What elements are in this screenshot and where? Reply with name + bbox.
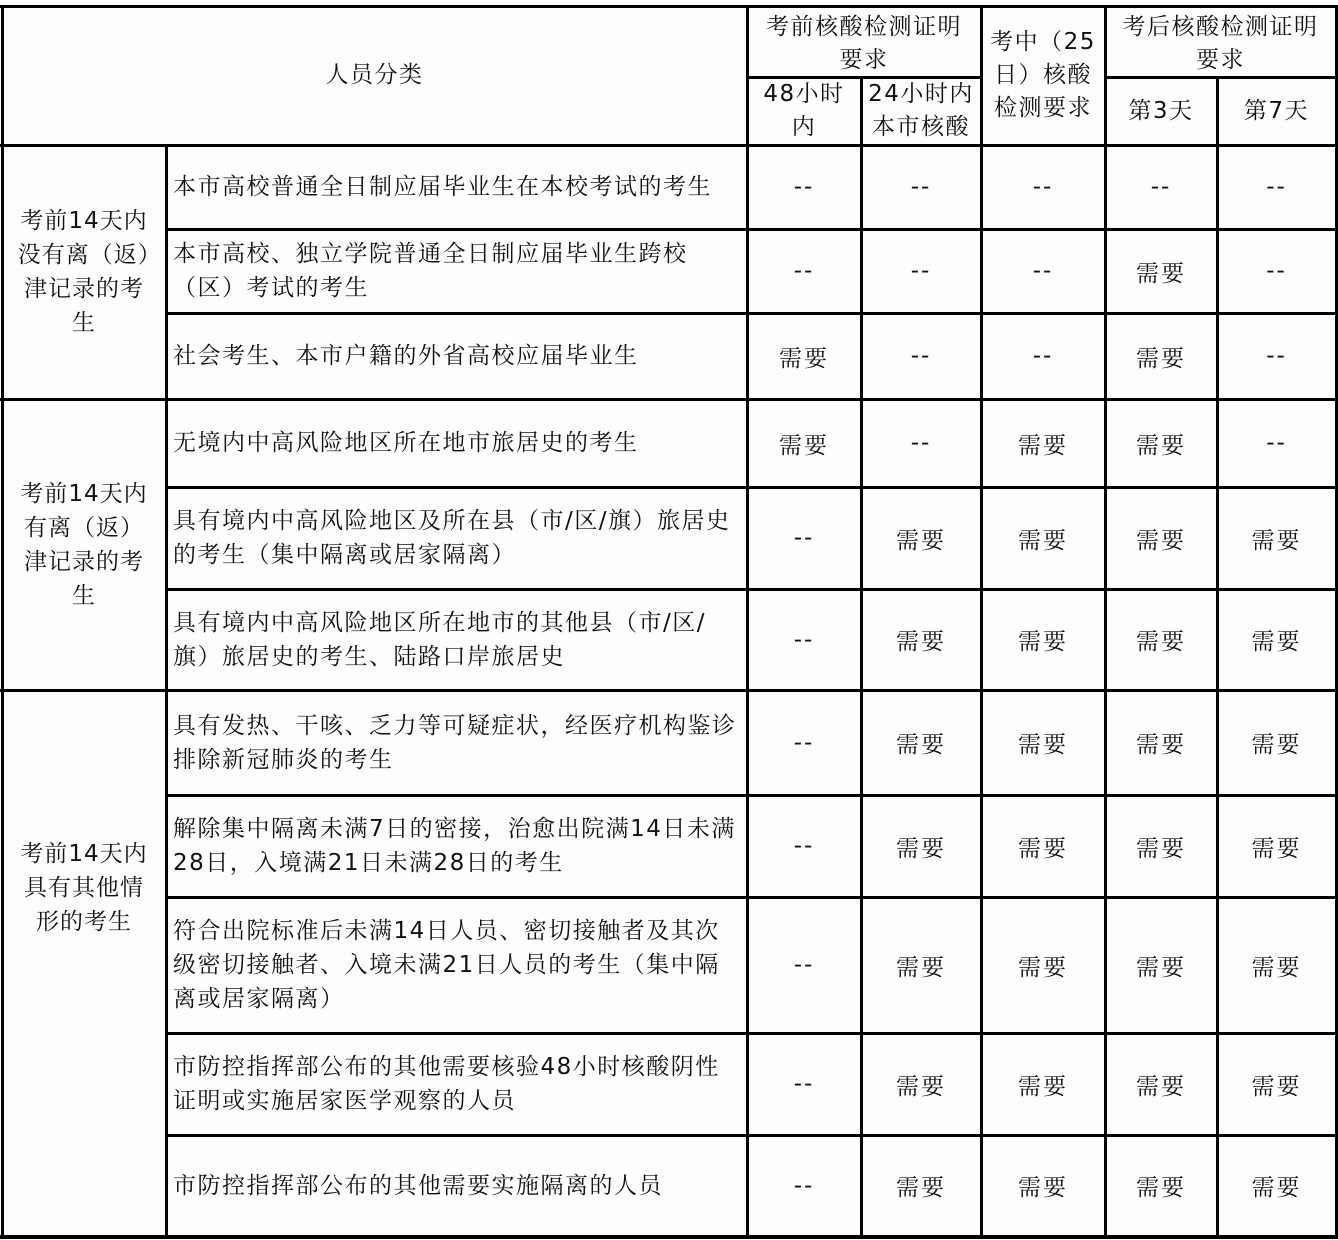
cell-during [981,795,1105,897]
header-during-exam [981,6,1105,145]
cell-value: -- [1266,174,1287,200]
group-cell [2,145,166,399]
group-label: 考前14天内具有其他情形的考生 [20,841,148,935]
cell-value: 需要 [1018,732,1068,758]
column-divider [980,5,983,1239]
row-description: 市防控指挥部公布的其他需要实施隔离的人员 [173,1172,663,1199]
cell-value: 需要 [1136,835,1186,862]
header-pre-48h-label: 48小时内 [763,81,845,140]
group-cell [2,399,166,690]
cell-value: -- [1266,343,1287,369]
cell-value: 需要 [1251,954,1302,981]
header-category [2,6,747,145]
header-post-day3-label: 第3天 [1128,97,1194,124]
cell-day3 [1105,589,1217,690]
cell-value: -- [793,1071,815,1097]
cell-during [981,690,1105,795]
cell-day7 [1217,313,1336,399]
cell-pre-48h [747,145,861,229]
cell-value: 需要 [1136,527,1186,554]
header-category-label: 人员分类 [325,62,424,88]
cell-pre-48h [747,897,861,1033]
cell-value: 需要 [896,1073,946,1100]
cell-pre-24h [861,795,981,897]
cell-value: 需要 [1136,1073,1186,1100]
cell-pre-24h [861,589,981,690]
row-divider [166,228,1338,231]
cell-pre-48h [747,589,861,690]
cell-value: -- [1266,430,1287,456]
cell-day7 [1217,399,1336,487]
table-row-desc [166,897,747,1033]
header-during-exam-label: 考中（25日）核酸检测要求 [990,29,1096,121]
cell-day7 [1217,145,1336,229]
row-description: 具有发热、干咳、乏力等可疑症状，经医疗机构鉴诊排除新冠肺炎的考生 [173,712,737,773]
cell-value: -- [793,525,815,551]
cell-during [981,589,1105,690]
cell-value: 需要 [779,432,829,459]
cell-value: 需要 [1018,432,1068,459]
cell-pre-48h [747,487,861,589]
cell-day7 [1217,897,1336,1033]
cell-value: -- [910,174,932,200]
cell-value: -- [793,1172,815,1199]
cell-day7 [1217,487,1336,589]
cell-during [981,1135,1105,1236]
cell-during [981,399,1105,487]
cell-pre-48h [747,229,861,313]
table-row-desc [166,229,747,313]
header-post-exam-group [1105,6,1336,77]
header-pre-24h-label: 24小时内本市核酸 [868,81,974,140]
cell-during [981,1033,1105,1135]
row-description: 市防控指挥部公布的其他需要核验48小时核酸阴性证明或实施居家医学观察的人员 [173,1054,720,1114]
header-pre-24h [861,77,981,145]
cell-day3 [1105,690,1217,795]
cell-value: -- [1032,258,1054,284]
cell-pre-24h [861,897,981,1033]
cell-pre-48h [747,1033,861,1135]
cell-value: 需要 [1018,629,1068,655]
cell-value: -- [793,626,815,653]
header-bottom-border [0,144,1338,147]
table-border-top [0,5,1338,8]
table-row-desc [166,145,747,229]
row-description: 具有境内中高风险地区及所在县（市/区/旗）旅居史的考生（集中隔离或居家隔离） [173,508,731,568]
cell-during [981,487,1105,589]
header-post-day3 [1105,77,1217,145]
header-post-day7 [1217,77,1336,145]
cell-day7 [1217,589,1336,690]
cell-pre-24h [861,399,981,487]
cell-value: 需要 [1251,1073,1302,1100]
table-border-bottom [0,1235,1338,1239]
row-description: 解除集中隔离未满7日的密接，治愈出院满14日未满28日，入境满21日未满28日的考生 [173,816,736,876]
cell-day7 [1217,795,1336,897]
group-divider [0,398,1338,401]
cell-value: -- [910,258,932,284]
cell-pre-48h [747,313,861,399]
cell-pre-24h [861,487,981,589]
column-divider [1104,5,1107,1239]
cell-value: 需要 [1251,629,1302,655]
row-description: 符合出院标准后未满14日人员、密切接触者及其次级密切接触者、入境未满21日人员的考生（集中隔离或居家隔离） [173,918,720,1012]
cell-value: 需要 [896,1175,946,1201]
cell-value: -- [1150,174,1172,200]
table-row-desc [166,589,747,690]
cell-value: 需要 [896,629,946,655]
cell-value: 需要 [896,954,946,981]
header-pre-exam-group [747,6,981,77]
table-row-desc [166,795,747,897]
row-description: 本市高校普通全日制应届毕业生在本校考试的考生 [173,174,712,200]
cell-day7 [1217,1135,1336,1236]
group-label: 考前14天内有离（返）津记录的考生 [20,480,148,609]
cell-value: 需要 [1251,732,1302,758]
cell-pre-24h [861,229,981,313]
cell-value: -- [793,952,815,978]
cell-pre-48h [747,795,861,897]
cell-value: -- [793,174,815,200]
row-divider [166,312,1338,315]
group-divider [0,689,1338,692]
header-post-day7-label: 第7天 [1243,97,1310,124]
cell-during [981,229,1105,313]
row-divider [166,588,1338,591]
cell-value: -- [910,430,932,456]
column-divider [1216,76,1219,1239]
table-row-desc [166,313,747,399]
cell-value: -- [1266,258,1287,284]
cell-value: 需要 [1136,1175,1186,1201]
row-divider [166,1134,1338,1137]
cell-value: 需要 [1136,732,1186,758]
cell-value: -- [793,833,815,859]
table-border-left [1,5,4,1239]
cell-value: 需要 [779,345,829,372]
column-divider [746,5,749,1239]
row-description: 无境内中高风险地区所在地市旅居史的考生 [173,430,639,456]
cell-value: 需要 [1018,527,1068,554]
cell-during [981,897,1105,1033]
column-divider [860,76,863,1239]
cell-value: -- [1032,174,1054,200]
cell-value: 需要 [1018,954,1068,981]
cell-pre-48h [747,690,861,795]
cell-day3 [1105,897,1217,1033]
cell-value: 需要 [1018,1175,1068,1201]
cell-day7 [1217,690,1336,795]
cell-day3 [1105,399,1217,487]
cell-pre-48h [747,399,861,487]
group-cell [2,690,166,1236]
cell-value: -- [793,729,815,756]
cell-during [981,145,1105,229]
cell-day3 [1105,795,1217,897]
cell-pre-24h [861,1135,981,1236]
column-divider [165,144,168,1239]
cell-value: 需要 [1251,1175,1302,1201]
cell-value: -- [793,258,815,284]
cell-value: 需要 [1136,432,1186,459]
cell-value: 需要 [1251,835,1302,862]
table-row-desc [166,399,747,487]
cell-during [981,313,1105,399]
cell-value: 需要 [1136,260,1186,287]
cell-day3 [1105,1135,1217,1236]
table-row-desc [166,1135,747,1236]
row-divider [166,896,1338,899]
cell-pre-48h [747,1135,861,1236]
table-row-desc [166,1033,747,1135]
row-description: 社会考生、本市户籍的外省高校应届毕业生 [173,343,639,369]
cell-day7 [1217,1033,1336,1135]
header-pre-exam-group-label: 考前核酸检测证明要求 [766,13,962,73]
row-divider [166,1032,1338,1035]
row-description: 具有境内中高风险地区所在地市的其他县（市/区/旗）旅居史的考生、陆路口岸旅居史 [173,609,706,670]
group-label: 考前14天内没有离（返）津记录的考生 [17,208,151,336]
cell-pre-24h [861,690,981,795]
cell-value: 需要 [1018,1073,1068,1100]
cell-day7 [1217,229,1336,313]
cell-value: 需要 [896,835,946,862]
row-divider [166,794,1338,797]
cell-value: -- [1032,343,1054,369]
cell-pre-24h [861,1033,981,1135]
table-row-desc [166,487,747,589]
header-divider [747,76,981,79]
header-divider [1105,76,1338,79]
cell-day3 [1105,1033,1217,1135]
cell-pre-24h [861,145,981,229]
cell-day3 [1105,487,1217,589]
cell-value: 需要 [1251,527,1302,554]
cell-value: 需要 [1136,345,1186,372]
cell-value: 需要 [1018,835,1068,862]
cell-day3 [1105,145,1217,229]
cell-day3 [1105,229,1217,313]
table-row-desc [166,690,747,795]
header-pre-48h [747,77,861,145]
cell-value: 需要 [1136,954,1186,981]
cell-value: 需要 [1136,629,1186,655]
cell-day3 [1105,313,1217,399]
row-divider [166,486,1338,489]
cell-value: 需要 [896,732,946,758]
row-description: 本市高校、独立学院普通全日制应届毕业生跨校（区）考试的考生 [173,241,688,301]
header-post-exam-group-label: 考后核酸检测证明要求 [1122,13,1319,73]
cell-value: 需要 [896,527,946,554]
cell-value: -- [910,343,932,369]
cell-pre-24h [861,313,981,399]
